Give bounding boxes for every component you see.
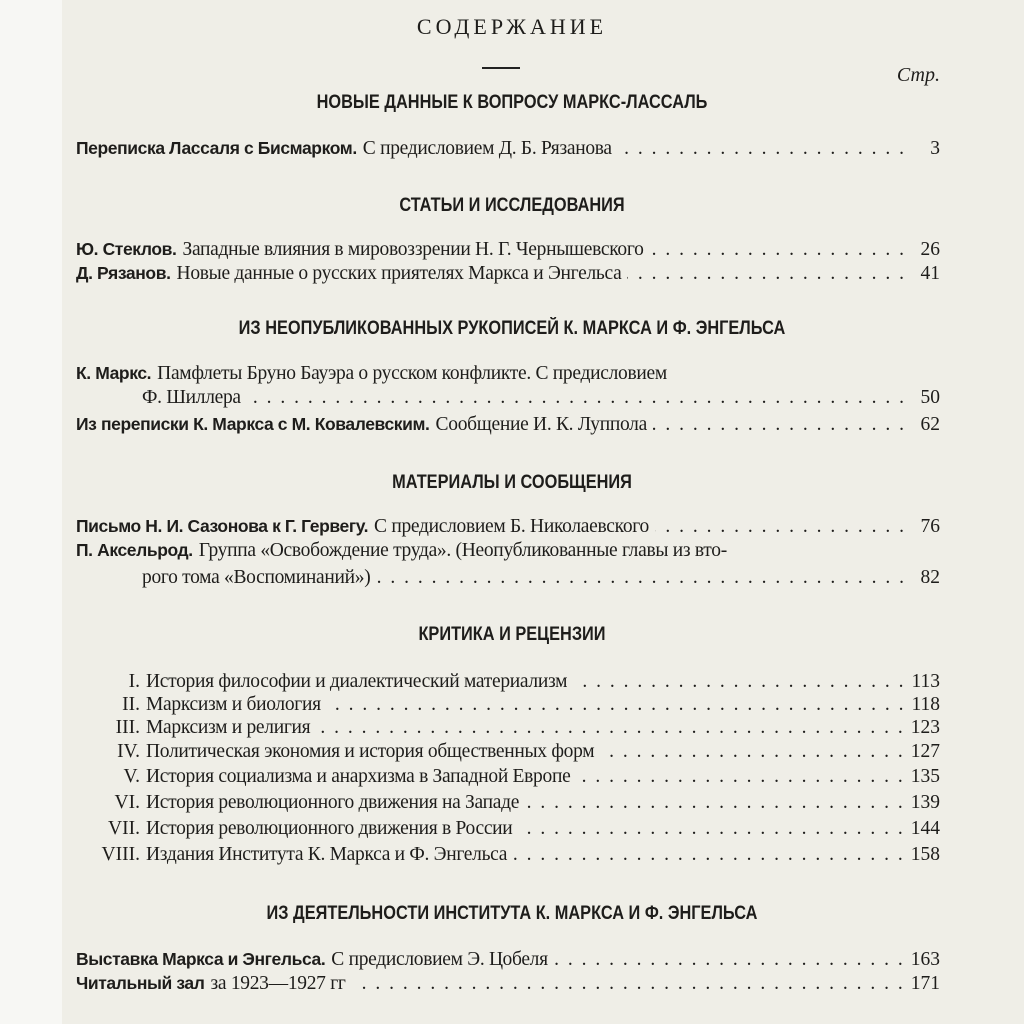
toc-entry[interactable] — [76, 792, 940, 814]
entry-title: Марксизм и биология — [146, 694, 321, 715]
leader-dots — [247, 387, 906, 409]
section-heading: СТАТЬИ И ИССЛЕДОВАНИЯ — [399, 195, 625, 216]
toc-entry-continuation[interactable] — [142, 387, 940, 409]
toc-entry[interactable] — [76, 414, 940, 436]
leader-dots — [573, 671, 905, 693]
entry-number: VI. — [114, 792, 140, 813]
entry-title: Группа «Освобождение труда». (Неопубликованные главы из вто- — [198, 540, 727, 561]
leader-dots — [600, 741, 904, 763]
entry-title: Сообщение И. К. Луппола — [435, 414, 647, 435]
leader-dots — [576, 766, 904, 788]
entry-title: С предисловием Б. Николаевского — [374, 516, 649, 537]
entry-title: Политическая экономия и история общественных форм — [146, 741, 595, 762]
entry-page: 127 — [910, 741, 940, 762]
section-heading: КРИТИКА И РЕЦЕНЗИИ — [418, 624, 606, 645]
entry-page: 163 — [910, 949, 940, 970]
leader-dots — [650, 239, 906, 261]
toc-entry[interactable] — [76, 844, 940, 866]
entry-title: История революционного движения на Западе — [146, 792, 520, 813]
entry-title: Марксизм и религия — [146, 717, 311, 738]
toc-entry[interactable] — [76, 973, 940, 995]
entry-page: 144 — [910, 818, 940, 839]
entry-number: III. — [115, 717, 140, 738]
entry-author: Д. Рязанов. — [76, 263, 171, 283]
entry-number: VII. — [108, 818, 140, 839]
entry-title: История философии и диалектический материализм — [146, 671, 568, 692]
entry-page: 3 — [930, 138, 940, 159]
toc-entry[interactable] — [76, 717, 940, 739]
entry-title: С предисловием Э. Цобеля — [331, 949, 548, 970]
entry-author: Переписка Лассаля с Бисмарком. — [76, 138, 357, 158]
toc-entry[interactable] — [76, 818, 940, 840]
entry-title: Издания Института К. Маркса и Ф. Энгельса — [146, 844, 508, 865]
leader-dots — [653, 414, 906, 436]
entry-author: П. Аксельрод. — [76, 540, 193, 560]
entry-author: Читальный зал — [76, 973, 205, 993]
entry-author: Выставка Маркса и Энгельса. — [76, 949, 326, 969]
entry-title-cont: Ф. Шиллера — [142, 387, 241, 408]
entry-page: 26 — [920, 239, 940, 260]
page-title: СОДЕРЖАНИЕ — [416, 14, 608, 39]
entry-page: 171 — [910, 973, 940, 994]
toc-entry-continuation[interactable] — [142, 567, 940, 589]
entry-title: Западные влияния в мировоззрении Н. Г. Чернышевского — [182, 239, 644, 260]
section-heading: НОВЫЕ ДАННЫЕ К ВОПРОСУ МАРКС-ЛАССАЛЬ — [316, 92, 708, 113]
entry-title: Памфлеты Бруно Бауэра о русском конфликте. С предисловием — [157, 363, 667, 384]
entry-number: II. — [122, 694, 140, 715]
entry-page: 41 — [920, 263, 940, 284]
entry-title: Новые данные о русских приятелях Маркса и Энгельса — [176, 263, 622, 284]
toc-entry[interactable] — [76, 363, 940, 385]
entry-author: Из переписки К. Маркса с М. Ковалевским. — [76, 414, 430, 434]
entry-number: I. — [128, 671, 140, 692]
leader-dots — [376, 567, 906, 589]
toc-entry[interactable] — [76, 766, 940, 788]
leader-dots — [554, 949, 905, 971]
leader-dots — [316, 717, 904, 739]
entry-page: 135 — [910, 766, 940, 787]
leader-dots — [352, 973, 905, 995]
entry-page: 158 — [910, 844, 940, 865]
leader-dots — [618, 138, 906, 160]
entry-author: К. Маркс. — [76, 363, 152, 383]
entry-number: IV. — [117, 741, 140, 762]
entry-title: История социализма и анархизма в Западной Европе — [146, 766, 571, 787]
toc-entry[interactable] — [76, 949, 940, 971]
section-heading: МАТЕРИАЛЫ И СООБЩЕНИЯ — [392, 472, 632, 493]
toc-entry[interactable] — [76, 138, 940, 160]
leader-dots — [655, 516, 906, 538]
entry-title: История революционного движения в России — [146, 818, 513, 839]
toc-entry[interactable] — [76, 540, 940, 562]
section-heading: ИЗ ДЕЯТЕЛЬНОСТИ ИНСТИТУТА К. МАРКСА И Ф. ЭНГЕЛЬСА — [266, 903, 758, 924]
entry-page: 82 — [920, 567, 940, 588]
entry-title: за 1923—1927 гг — [210, 973, 346, 994]
section-heading: ИЗ НЕОПУБЛИКОВАННЫХ РУКОПИСЕЙ К. МАРКСА И Ф. ЭНГЕЛЬСА — [238, 318, 786, 339]
leader-dots — [513, 844, 905, 866]
leader-dots — [327, 694, 906, 716]
entry-number: V. — [123, 766, 140, 787]
entry-title-cont: рого тома «Воспоминаний») — [142, 567, 371, 588]
leader-dots — [525, 792, 905, 814]
entry-author: Ю. Стеклов. — [76, 239, 177, 259]
leader-dots — [518, 818, 904, 840]
entry-page: 118 — [911, 694, 940, 715]
toc-entry[interactable] — [76, 694, 940, 716]
entry-page: 123 — [910, 717, 940, 738]
entry-page: 62 — [920, 414, 940, 435]
entry-number: VIII. — [101, 844, 140, 865]
title-rule — [482, 67, 520, 69]
toc-entry[interactable] — [76, 516, 940, 538]
toc-entry[interactable] — [76, 263, 940, 285]
entry-title: С предисловием Д. Б. Рязанова — [362, 138, 612, 159]
entry-author: Письмо Н. И. Сазонова к Г. Гервегу. — [76, 516, 369, 536]
toc-entry[interactable] — [76, 741, 940, 763]
entry-page: 76 — [920, 516, 940, 537]
entry-page: 50 — [920, 387, 940, 408]
entry-page: 113 — [911, 671, 940, 692]
entry-page: 139 — [910, 792, 940, 813]
leader-dots — [627, 263, 906, 285]
page-column-label: Стр. — [896, 64, 940, 86]
toc-entry[interactable] — [76, 239, 940, 261]
toc-entry[interactable] — [76, 671, 940, 693]
page-margin — [0, 0, 62, 1024]
